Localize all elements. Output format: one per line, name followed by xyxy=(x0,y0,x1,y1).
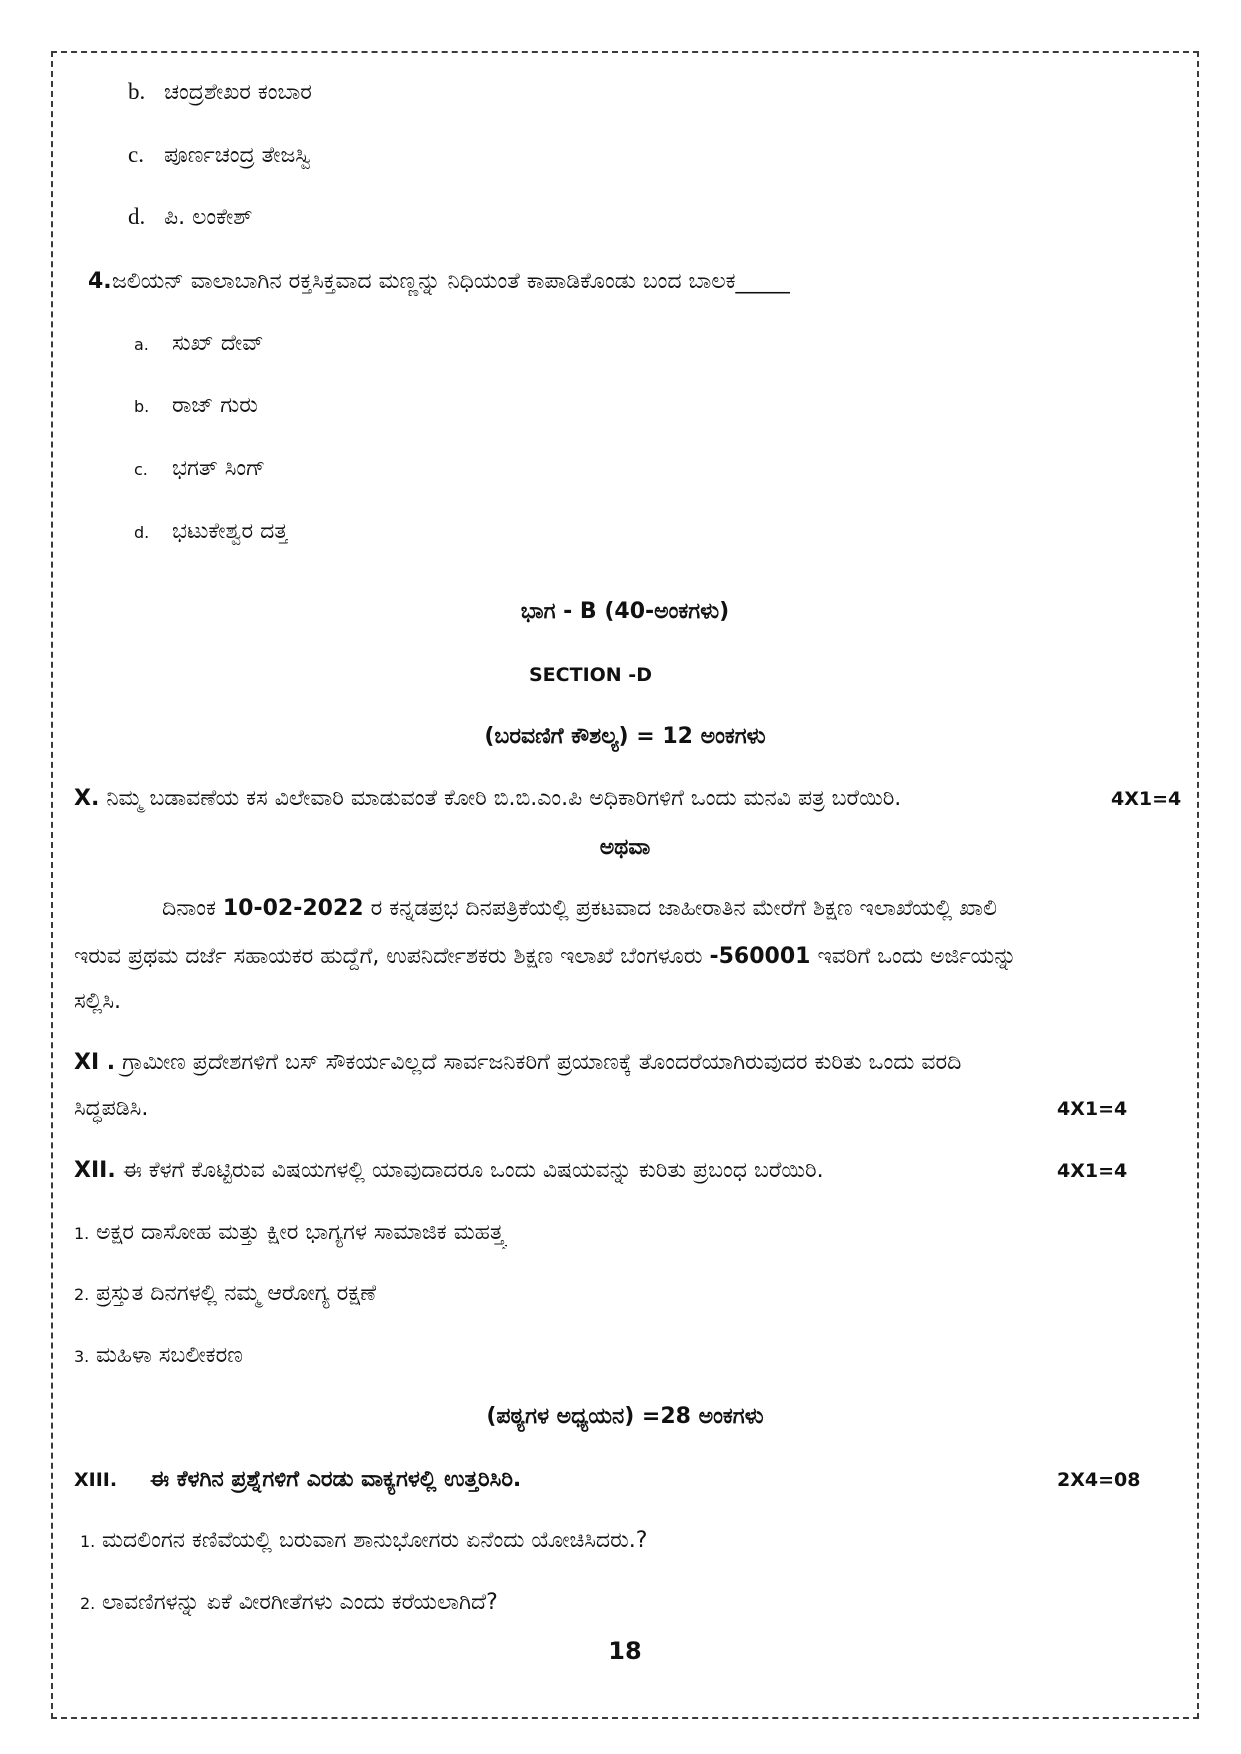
question-number: X. xyxy=(74,786,100,811)
topic-number: 3. xyxy=(74,1347,90,1366)
q4-option-a xyxy=(134,329,264,360)
essay-topic xyxy=(74,1279,376,1310)
question-number: XII. xyxy=(74,1158,116,1183)
question-13 xyxy=(74,1465,521,1495)
sub-question xyxy=(80,1588,498,1619)
sub-question-text: ಮದಲಿಂಗನ ಕಣಿವೆಯಲ್ಲಿ ಬರುವಾಗ ಶಾನುಭೋಗರು ಏನೆಂದು ಯೋಚಿಸಿದರು.? xyxy=(102,1528,648,1553)
option-row xyxy=(128,140,311,171)
sub-question-text: ಲಾವಣಿಗಳನ್ನು ಏಕೆ ವೀರಗೀತೆಗಳು ಎಂದು ಕರೆಯಲಾಗಿದೆ? xyxy=(102,1590,498,1615)
topic-number: 1. xyxy=(74,1224,90,1243)
question-text: ಜಲಿಯನ್ ವಾಲಾಬಾಗಿನ ರಕ್ತಸಿಕ್ತವಾದ ಮಣ್ಣನ್ನು ನಿಧಿಯಂತೆ ಕಾಪಾಡಿಕೊಂಡು ಬಂದ ಬಾಲಕ_____ xyxy=(112,269,791,294)
option-text: ಭಗತ್ ಸಿಂಗ್ xyxy=(172,456,266,481)
topic-text: ಅಕ್ಷರ ದಾಸೋಹ ಮತ್ತು ಕ್ಷೀರ ಭಾಗ್ಯಗಳ ಸಾಮಾಜಿಕ ಮಹತ್ತ್ವ xyxy=(96,1220,507,1245)
sub-question xyxy=(80,1526,647,1557)
alt-pincode: -560001 xyxy=(709,944,811,969)
question-marks: 4X1=4 xyxy=(1057,1098,1128,1120)
alt-date: 10-02-2022 xyxy=(222,896,364,921)
option-row xyxy=(128,77,312,108)
option-text: ರಾಜ್ ಗುರು xyxy=(172,393,258,418)
q4-option-d xyxy=(134,517,288,548)
part-b-heading: ಭಾಗ - B (40-ಅಂಕಗಳು) xyxy=(520,599,730,624)
question-number: XI . xyxy=(74,1050,116,1075)
q4-option-b xyxy=(134,391,258,422)
question-4 xyxy=(88,267,790,297)
option-label: c. xyxy=(128,142,144,167)
sub-question-number: 1. xyxy=(80,1532,96,1551)
option-label: d. xyxy=(134,523,150,542)
q4-option-c xyxy=(134,454,265,485)
sub-question-number: 2. xyxy=(80,1594,96,1613)
option-text: ಭಟುಕೇಶ್ವರ ದತ್ತ xyxy=(172,519,288,544)
alt-paragraph-line-1 xyxy=(162,894,997,924)
question-number: XIII. xyxy=(74,1469,118,1491)
essay-topic xyxy=(74,1218,507,1249)
question-12 xyxy=(74,1156,824,1186)
option-label: a. xyxy=(134,335,149,354)
option-label: c. xyxy=(134,460,148,479)
alt-paragraph-line-2 xyxy=(74,942,1016,972)
option-label: b. xyxy=(128,79,146,104)
question-11 xyxy=(74,1048,961,1078)
option-label: d. xyxy=(128,204,146,229)
option-text: ಪೂರ್ಣಚಂದ್ರ ತೇಜಸ್ವಿ xyxy=(164,143,311,168)
question-number: 4. xyxy=(88,269,112,294)
alt-text: ದಿನಾಂಕ xyxy=(162,896,223,921)
option-text: ಪಿ. ಲಂಕೇಶ್ xyxy=(164,205,253,230)
question-text: ನಿಮ್ಮ ಬಡಾವಣೆಯ ಕಸ ವಿಲೇವಾರಿ ಮಾಡುವಂತೆ ಕೋರಿ ಬಿ.ಬಿ.ಎಂ.ಪಿ ಅಧಿಕಾರಿಗಳಿಗೆ ಒಂದು ಮನವಿ ಪತ್ರ ಬರೆಯಿರಿ. xyxy=(106,786,902,811)
topic-text: ಮಹಿಳಾ ಸಬಲೀಕರಣ xyxy=(96,1343,243,1368)
question-marks: 4X1=4 xyxy=(1057,1160,1128,1182)
topic-text: ಪ್ರಸ್ತುತ ದಿನಗಳಲ್ಲಿ ನಮ್ಮ ಆರೋಗ್ಯ ರಕ್ಷಣೆ xyxy=(96,1281,377,1306)
question-marks: 2X4=08 xyxy=(1057,1469,1141,1491)
option-row xyxy=(128,202,252,233)
option-text: ಚಂದ್ರಶೇಖರ ಕಂಬಾರ xyxy=(164,80,312,105)
or-label: ಅಥವಾ xyxy=(599,835,651,860)
essay-topic xyxy=(74,1341,243,1372)
question-text: ಗ್ರಾಮೀಣ ಪ್ರದೇಶಗಳಿಗೆ ಬಸ್ ಸೌಕರ್ಯವಿಲ್ಲದೆ ಸಾರ್ವಜನಿಕರಿಗೆ ಪ್ರಯಾಣಕ್ಕೆ ತೊಂದರೆಯಾಗಿರುವುದರ ಕುರಿತು ಒಂದು ವರದಿ xyxy=(122,1050,962,1075)
page-number: 18 xyxy=(608,1637,642,1665)
question-marks: 4X1=4 xyxy=(1111,788,1182,810)
alt-text: ಇರುವ ಪ್ರಥಮ ದರ್ಜೆ ಸಹಾಯಕರ ಹುದ್ದೆಗೆ, ಉಪನಿರ್ದೇಶಕರು ಶಿಕ್ಷಣ ಇಲಾಖೆ ಬೆಂಗಳೂರು xyxy=(74,944,710,969)
option-text: ಸುಖ್ ದೇವ್ xyxy=(172,331,264,356)
section-heading: SECTION -D xyxy=(529,664,652,686)
alt-paragraph-line-3: ಸಲ್ಲಿಸಿ. xyxy=(74,989,121,1014)
writing-skills-heading: (ಬರವಣಿಗೆ ಕೌಶಲ್ಯ) = 12 ಅಂಕಗಳು xyxy=(484,724,766,749)
question-10 xyxy=(74,784,901,814)
alt-text: ರ ಕನ್ನಡಪ್ರಭ ದಿನಪತ್ರಿಕೆಯಲ್ಲಿ ಪ್ರಕಟವಾದ ಜಾಹೀರಾತಿನ ಮೇರೆಗೆ ಶಿಕ್ಷಣ ಇಲಾಖೆಯಲ್ಲಿ ಖಾಲಿ xyxy=(363,896,998,921)
question-11-line-2: ಸಿದ್ಧಪಡಿಸಿ. xyxy=(74,1096,149,1121)
question-text: ಈ ಕೆಳಗಿನ ಪ್ರಶ್ನೆಗಳಿಗೆ ಎರಡು ವಾಕ್ಯಗಳಲ್ಲಿ ಉತ್ತರಿಸಿರಿ. xyxy=(150,1467,522,1492)
option-label: b. xyxy=(134,397,150,416)
topic-number: 2. xyxy=(74,1285,90,1304)
text-study-heading: (ಪಠ್ಯಗಳ ಅಧ್ಯಯನ) =28 ಅಂಕಗಳು xyxy=(486,1404,764,1429)
alt-text: ಇವರಿಗೆ ಒಂದು ಅರ್ಜಿಯನ್ನು xyxy=(810,944,1017,969)
question-text: ಈ ಕೆಳಗೆ ಕೊಟ್ಟಿರುವ ವಿಷಯಗಳಲ್ಲಿ ಯಾವುದಾದರೂ ಒಂದು ವಿಷಯವನ್ನು ಕುರಿತು ಪ್ರಬಂಧ ಬರೆಯಿರಿ. xyxy=(122,1158,824,1183)
